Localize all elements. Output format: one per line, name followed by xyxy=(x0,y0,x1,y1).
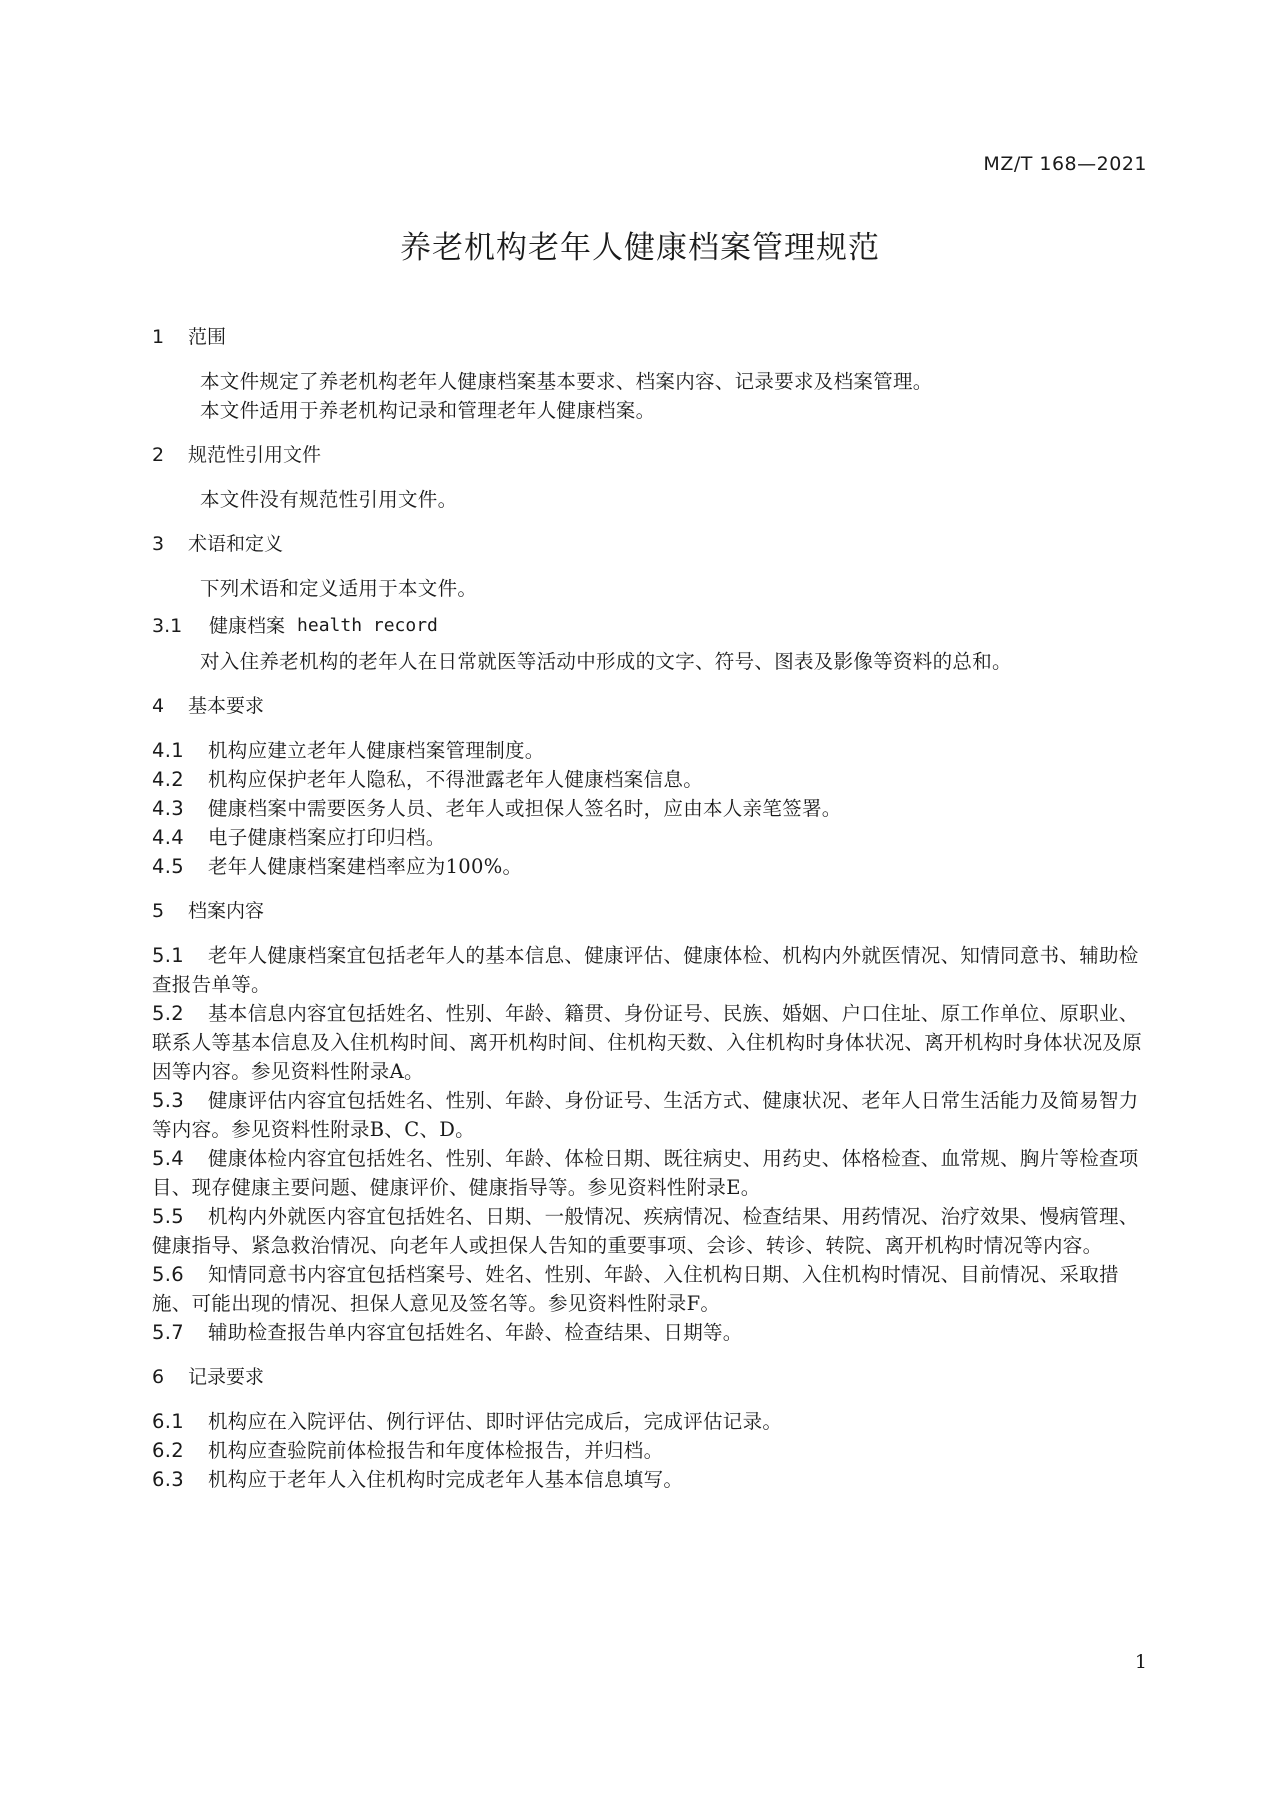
clause-number: 5.5 xyxy=(152,1205,184,1228)
clause-item xyxy=(152,794,1152,823)
section-heading-scope xyxy=(152,322,1152,352)
clause-item xyxy=(152,736,1152,765)
clause-number: 4.5 xyxy=(152,855,184,878)
clause-text: 机构应查验院前体检报告和年度体检报告，并归档。 xyxy=(208,1439,664,1462)
document-body xyxy=(152,322,1152,1494)
clause-item xyxy=(152,1086,1152,1144)
clause-number: 5.6 xyxy=(152,1263,184,1286)
term-english: health record xyxy=(297,615,438,636)
clause-text: 老年人健康档案宜包括老年人的基本信息、健康评估、健康体检、机构内外就医情况、知情同意书、辅助检查报告单等。 xyxy=(152,944,1139,996)
clause-number: 4.3 xyxy=(152,797,184,820)
section-heading-normative-references xyxy=(152,440,1152,470)
clause-text: 机构内外就医内容宜包括姓名、日期、一般情况、疾病情况、检查结果、用药情况、治疗效果、慢病管理、健康指导、紧急救治情况、向老年人或担保人告知的重要事项、会诊、转诊、转院、离开机构时情况等内容。 xyxy=(152,1205,1139,1257)
section-number: 6 xyxy=(152,1366,165,1388)
clause-number: 5.3 xyxy=(152,1089,184,1112)
clause-item xyxy=(152,1465,1152,1494)
section-number: 5 xyxy=(152,900,165,922)
section-title: 术语和定义 xyxy=(188,533,284,555)
clause-item xyxy=(152,765,1152,794)
section-title: 记录要求 xyxy=(188,1366,265,1388)
clause-number: 6.1 xyxy=(152,1410,184,1433)
clause-text: 机构应建立老年人健康档案管理制度。 xyxy=(208,739,545,762)
paragraph: 下列术语和定义适用于本文件。 xyxy=(200,577,478,600)
clause-text: 机构应于老年人入住机构时完成老年人基本信息填写。 xyxy=(208,1468,684,1491)
section-number: 2 xyxy=(152,444,165,466)
clause-text: 机构应在入院评估、例行评估、即时评估完成后，完成评估记录。 xyxy=(208,1410,783,1433)
term-definition: 对入住养老机构的老年人在日常就医等活动中形成的文字、符号、图表及影像等资料的总和。 xyxy=(200,650,1012,673)
clause-item xyxy=(152,1260,1152,1318)
clause-text: 健康体检内容宜包括姓名、性别、年龄、体检日期、既往病史、用药史、体格检查、血常规、胸片等检查项目、现存健康主要问题、健康评价、健康指导等。参见资料性附录E。 xyxy=(152,1147,1139,1199)
clause-number: 4.1 xyxy=(152,739,184,762)
clause-number: 5.2 xyxy=(152,1002,184,1025)
clause-text: 电子健康档案应打印归档。 xyxy=(208,826,446,849)
clause-item xyxy=(152,1202,1152,1260)
clause-number: 6.2 xyxy=(152,1439,184,1462)
clause-text: 健康评估内容宜包括姓名、性别、年龄、身份证号、生活方式、健康状况、老年人日常生活能力及简易智力等内容。参见资料性附录B、C、D。 xyxy=(152,1089,1139,1141)
clause-number: 5.4 xyxy=(152,1147,184,1170)
term-number: 3.1 xyxy=(152,615,183,637)
clause-item xyxy=(152,1436,1152,1465)
section-number: 1 xyxy=(152,326,165,348)
section-heading-terms xyxy=(152,529,1152,559)
section-number: 3 xyxy=(152,533,165,555)
clause-text: 老年人健康档案建档率应为100%。 xyxy=(208,855,523,878)
section-heading-recording-requirements xyxy=(152,1362,1152,1392)
clause-number: 6.3 xyxy=(152,1468,184,1491)
clause-number: 5.7 xyxy=(152,1321,184,1344)
page-number: 1 xyxy=(1134,1651,1147,1673)
paragraph: 本文件规定了养老机构老年人健康档案基本要求、档案内容、记录要求及档案管理。 xyxy=(200,370,933,393)
clause-number: 5.1 xyxy=(152,944,184,967)
clause-item xyxy=(152,852,1152,881)
clause-number: 4.2 xyxy=(152,768,184,791)
clause-text: 基本信息内容宜包括姓名、性别、年龄、籍贯、身份证号、民族、婚姻、户口住址、原工作单位、原职业、联系人等基本信息及入住机构时间、离开机构时间、住机构天数、入住机构时身体状况、离开机构时身体状况及原因等内容。参见资料性附录A。 xyxy=(152,1002,1143,1083)
paragraph: 本文件没有规范性引用文件。 xyxy=(200,488,458,511)
term-chinese: 健康档案 xyxy=(209,615,286,637)
section-title: 规范性引用文件 xyxy=(188,444,322,466)
paragraph: 本文件适用于养老机构记录和管理老年人健康档案。 xyxy=(200,399,656,422)
section-heading-record-content xyxy=(152,896,1152,926)
clause-number: 4.4 xyxy=(152,826,184,849)
section-number: 4 xyxy=(152,695,165,717)
term-heading xyxy=(152,611,1152,641)
clause-item xyxy=(152,1407,1152,1436)
clause-item xyxy=(152,1144,1152,1202)
clause-text: 知情同意书内容宜包括档案号、姓名、性别、年龄、入住机构日期、入住机构时情况、目前情况、采取措施、可能出现的情况、担保人意见及签名等。参见资料性附录F。 xyxy=(152,1263,1119,1315)
section-heading-basic-requirements xyxy=(152,691,1152,721)
clause-item xyxy=(152,823,1152,852)
clause-item xyxy=(152,999,1152,1086)
section-title: 基本要求 xyxy=(188,695,265,717)
document-title: 养老机构老年人健康档案管理规范 xyxy=(400,230,880,266)
clause-item xyxy=(152,1318,1152,1347)
clause-text: 辅助检查报告单内容宜包括姓名、年龄、检查结果、日期等。 xyxy=(208,1321,743,1344)
clause-text: 机构应保护老年人隐私，不得泄露老年人健康档案信息。 xyxy=(208,768,704,791)
clause-text: 健康档案中需要医务人员、老年人或担保人签名时，应由本人亲笔签署。 xyxy=(208,797,842,820)
standard-code: MZ/T 168—2021 xyxy=(983,153,1147,175)
section-title: 范围 xyxy=(188,326,227,348)
clause-item xyxy=(152,941,1152,999)
section-title: 档案内容 xyxy=(188,900,265,922)
